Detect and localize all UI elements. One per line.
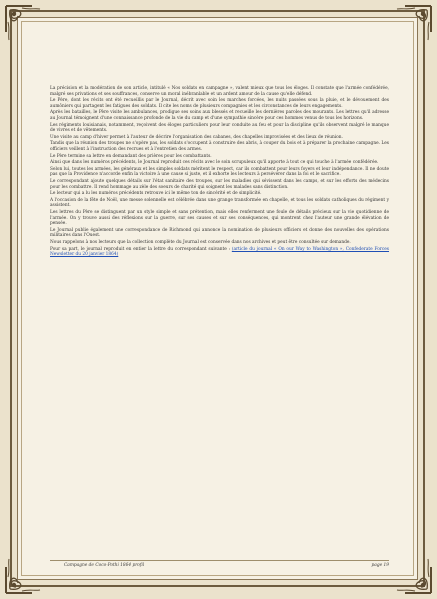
page-number: page 19: [371, 563, 389, 568]
paragraph-3: Après les batailles, le Père visite les ambulances, prodigue ses soins aux blessés et recueille les dernières paroles des mourants. Les lettres qu'il adresse au Journal témoignent d'une connaissance profonde de la vie du camp et d'une sympathie sincère pour ces hommes venus de tous les horizons.: [50, 110, 389, 121]
paragraph-9: Selon lui, toutes les armées, les généraux et les simples soldats méritent le respect, car ils combattent pour leurs foyers et leur indépendance. Il ne doute pas que la Providence n'accorde enfin la victoire à une cause si juste, et il exhorte les lecteurs à persévérer dans la foi et le sacrifice.: [50, 166, 389, 178]
footer-title: Campagne de Coco-Pothi 1864 profil: [64, 563, 145, 568]
paragraph-7: Le Père termine sa lettre en demandant des prières pour les combattants.: [50, 153, 212, 159]
paragraph-10: Le correspondant ajoute quelques détails sur l'état sanitaire des troupes, sur les maladies qui sévissent dans les camps, et sur les efforts des médecins pour les combattre. Il rend hommage au zèle des soeurs de charité qui soignent les malades sans distinction.: [50, 179, 389, 190]
paragraph-8: Ainsi que dans les numéros précédents, le Journal reproduit ces récits avec le soin scrupuleux qu'il apporte à tout ce qui touche à l'armée confédérée.: [50, 160, 379, 166]
corner-ornament-bottom-left: [2, 553, 46, 597]
footer: [50, 563, 389, 571]
corner-ornament-bottom-right: [391, 553, 435, 597]
paragraph-6: Tandis que la réunion des troupes ne s'opère pas, les soldats s'occupent à construire des abris, à couper du bois et à préparer la prochaine campagne. Les officiers veillent à l'instruction des recrues et à l'entretien des armes.: [50, 141, 389, 152]
paragraph-5: Une visite au camp d'hiver permet à l'auteur de décrire l'organisation des cabanes, des chapelles improvisées et des lieux de réunion.: [50, 134, 343, 140]
paragraph-14: Le Journal publie également une correspondance de Richmond qui annonce la nomination de plusieurs officiers et donne des nouvelles des opérations militaires dans l'Ouest.: [50, 227, 389, 239]
paragraph-1: La précision et la modération de son article, intitulé « Nos soldats en campagne », valent mieux que tous les éloges. Il constate que l'armée confédérée, malgré ses privations et ses souffrances, conserve un moral inébranlable et un ardent amour de la cause qu'elle défend.: [50, 86, 389, 97]
paragraph-13: Les lettres du Père se distinguent par un style simple et sans prétention, mais elles renferment une foule de détails précieux sur la vie quotidienne de l'armée. On y trouve aussi des réflexions sur la guerre, sur ses causes et sur ses conséquences, qui montrent chez l'auteur une grande élévation de pensée.: [50, 210, 389, 227]
paragraph-11: Le lecteur qui a lu les numéros précédents retrouve ici le même ton de sincérité et de simplicité.: [50, 191, 262, 197]
corner-ornament-top-right: [391, 2, 435, 46]
body-text: [50, 86, 389, 259]
article-link[interactable]: (article du journal « On our Way to Washington », Confederate Forces Newsletter du 20 janvier 1864): [50, 246, 390, 258]
paragraph-16-text: Pour sa part, le journal reproduit en entier la lettre du correspondant suivante :: [50, 246, 232, 252]
paragraph-12: A l'occasion de la fête de Noël, une messe solennelle est célébrée dans une grange transformée en chapelle, et tous les soldats catholiques du régiment y assistent.: [50, 197, 389, 209]
footer-rule: [50, 560, 389, 561]
paragraph-4: Les régiments louisianais, notamment, reçoivent des éloges particuliers pour leur conduite au feu et pour la discipline qu'ils observent malgré le manque de vivres et de vêtements.: [50, 122, 389, 134]
paragraph-15: Nous rappelons à nos lecteurs que la collection complète du Journal est conservée dans nos archives et peut être consultée sur demande.: [50, 239, 351, 245]
paragraph-2: Le Père, dont les récits ont été recueillis par le Journal, décrit avec soin les marches forcées, les nuits passées sous la pluie, et le dévouement des aumôniers qui partagent les fatigues des soldats. Il cite les noms de plusieurs compagnies et les circonstances de leurs engagements.: [50, 98, 389, 109]
paragraph-16: [50, 247, 389, 258]
corner-ornament-top-left: [2, 2, 46, 46]
